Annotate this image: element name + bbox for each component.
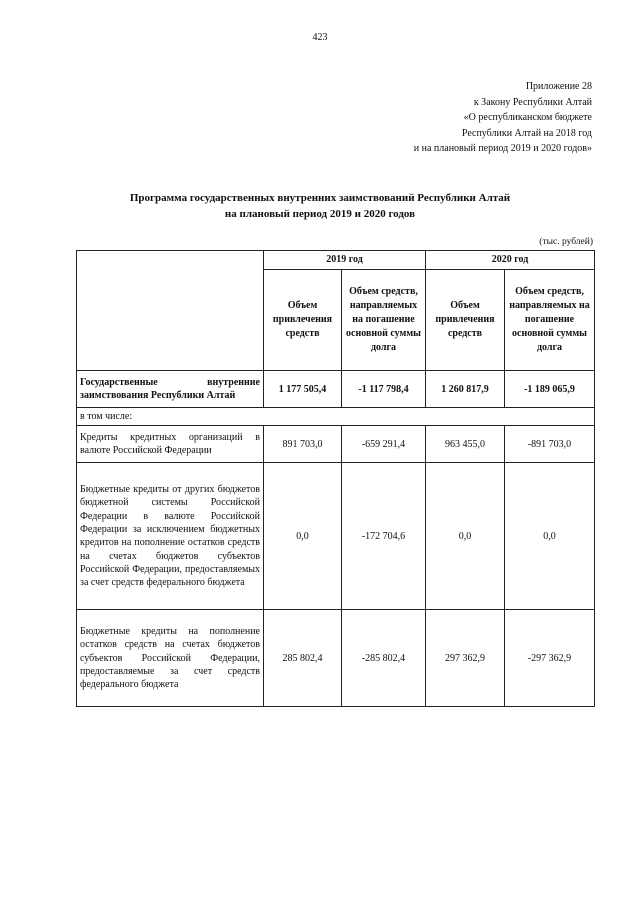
cell-repay-2019: -1 117 798,4 (342, 371, 426, 408)
borrowing-program-table (76, 250, 595, 707)
document-title (0, 190, 640, 222)
header-repay-2020: Объем средств, направляемых на погашение основной суммы долга (505, 270, 595, 371)
cell-repay-2019: -172 704,6 (342, 463, 426, 610)
row-name: Кредиты кредитных организаций в валюте Российской Федерации (77, 426, 264, 463)
appendix-note (414, 79, 592, 157)
table-row (77, 463, 595, 610)
cell-raise-2019: 1 177 505,4 (264, 371, 342, 408)
cell-raise-2020: 1 260 817,9 (426, 371, 505, 408)
row-name: в том числе: (77, 408, 595, 426)
cell-raise-2020: 297 362,9 (426, 610, 505, 707)
header-raise-2019: Объем привлечения средств (264, 270, 342, 371)
appendix-line: Республики Алтай на 2018 год (461, 127, 592, 139)
appendix-line: и на плановый период 2019 и 2020 годов» (413, 143, 592, 154)
appendix-line: к Закону Республики Алтай (473, 96, 592, 108)
cell-raise-2019: 891 703,0 (264, 426, 342, 463)
row-name: Бюджетные кредиты на пополнение остатков средств на счетах бюджетов субъектов Российской Федерации, предоставляемые за счет средств федерального бюджета (77, 610, 264, 707)
appendix-line: Приложение 28 (525, 81, 592, 92)
cell-repay-2019: -285 802,4 (342, 610, 426, 707)
cell-repay-2020: -1 189 065,9 (505, 371, 595, 408)
page-number: 423 (312, 32, 328, 43)
table-row (77, 426, 595, 463)
cell-raise-2019: 285 802,4 (264, 610, 342, 707)
header-name-cell (77, 251, 264, 371)
appendix-line: «О республиканском бюджете (463, 112, 592, 123)
units-label: (тыс. рублей) (539, 237, 593, 247)
table-row (77, 610, 595, 707)
header-year-2019: 2019 год (264, 251, 426, 270)
table-row (77, 408, 595, 426)
cell-repay-2020: 0,0 (505, 463, 595, 610)
cell-repay-2020: -297 362,9 (505, 610, 595, 707)
row-name: Государственные внутренние заимствования Республики Алтай (77, 371, 264, 408)
cell-raise-2020: 963 455,0 (426, 426, 505, 463)
header-raise-2020: Объем привлечения средств (426, 270, 505, 371)
cell-raise-2019: 0,0 (264, 463, 342, 610)
cell-raise-2020: 0,0 (426, 463, 505, 610)
table-row (77, 371, 595, 408)
header-repay-2019: Объем средств, направляемых на погашение основной суммы долга (342, 270, 426, 371)
cell-repay-2019: -659 291,4 (342, 426, 426, 463)
header-year-2020: 2020 год (426, 251, 595, 270)
cell-repay-2020: -891 703,0 (505, 426, 595, 463)
title-line-2: на плановый период 2019 и 2020 годов (224, 208, 416, 220)
title-line-1: Программа государственных внутренних заимствований Республики Алтай (129, 192, 511, 204)
row-name: Бюджетные кредиты от других бюджетов бюджетной системы Российской Федерации в валюте Российской Федерации за исключением бюджетных кредитов на пополнение остатков средств на счетах бюджетов субъектов Российской Федерации, предоставляемых за счет средств федерального бюджета (77, 463, 264, 610)
